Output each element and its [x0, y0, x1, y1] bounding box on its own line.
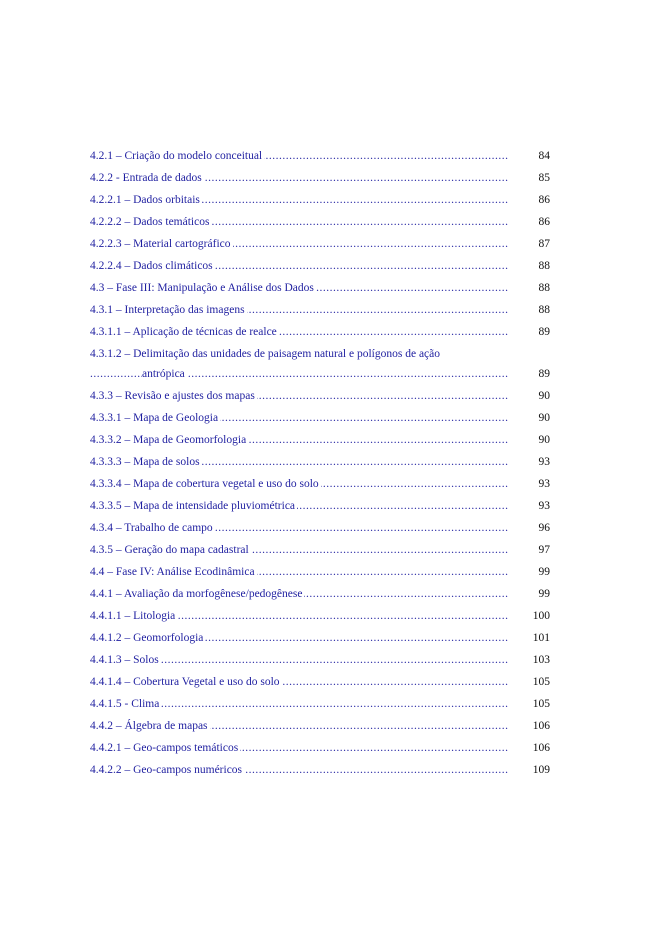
toc-entry-page: 109: [532, 764, 550, 776]
toc-entry-page: 90: [538, 434, 550, 446]
toc-entry-title: 4.2.2.2 – Dados temáticos: [90, 211, 211, 233]
toc-entry-4-3-1-2[interactable]: [90, 343, 560, 385]
toc-entry-page: 99: [538, 566, 550, 578]
table-of-contents: [90, 145, 560, 781]
toc-entry-4-4-1-2[interactable]: [90, 627, 560, 649]
toc-entry-4-4-2-1[interactable]: [90, 737, 560, 759]
toc-entry-title: 4.4.1.2 – Geomorfologia: [90, 627, 205, 649]
toc-entry-4-2-2-4[interactable]: [90, 255, 560, 277]
toc-entry-page: 106: [532, 720, 550, 732]
toc-entry-page: 93: [538, 478, 550, 490]
toc-entry-4-4-2[interactable]: [90, 715, 560, 737]
toc-entry-title: 4.3.3.3 – Mapa de solos: [90, 451, 202, 473]
toc-entry-title: 4.3.1 – Interpretação das imagens: [90, 299, 247, 321]
toc-entry-4-3-3-2[interactable]: [90, 429, 560, 451]
toc-entry-title: 4.3.3.2 – Mapa de Geomorfologia: [90, 429, 248, 451]
toc-entry-page: 86: [538, 216, 550, 228]
toc-entry-4-4-1-5[interactable]: [90, 693, 560, 715]
toc-entry-title: 4.3.3 – Revisão e ajustes dos mapas: [90, 385, 257, 407]
toc-entry-page: 96: [538, 522, 550, 534]
toc-entry-page: 88: [538, 260, 550, 272]
toc-entry-title: 4.4.2 – Álgebra de mapas: [90, 715, 210, 737]
toc-entry-title: 4.4.1.5 - Clima: [90, 693, 161, 715]
toc-entry-4-4-1[interactable]: [90, 583, 560, 605]
toc-entry-title: 4.2.2.3 – Material cartográfico: [90, 233, 233, 255]
toc-entry-page: 87: [538, 238, 550, 250]
toc-entry-title: 4.2.2.4 – Dados climáticos: [90, 255, 215, 277]
toc-entry-title: 4.2.2.1 – Dados orbitais: [90, 189, 202, 211]
toc-entry-4-2-2-1[interactable]: [90, 189, 560, 211]
toc-entry-page: 101: [532, 632, 550, 644]
toc-entry-4-3-5[interactable]: [90, 539, 560, 561]
toc-entry-page: 88: [538, 282, 550, 294]
toc-entry-4-2-2-3[interactable]: [90, 233, 560, 255]
toc-entry-title: 4.3.1.2 – Delimitação das unidades de paisagem natural e polígonos de ação: [90, 348, 441, 360]
toc-entry-4-4-2-2[interactable]: [90, 759, 560, 781]
toc-entry-title: 4.3.3.1 – Mapa de Geologia: [90, 407, 220, 429]
toc-entry-title: 4.4.2.2 – Geo-campos numéricos: [90, 759, 244, 781]
toc-entry-title: 4.4.2.1 – Geo-campos temáticos: [90, 737, 240, 759]
toc-entry-4-4[interactable]: [90, 561, 560, 583]
toc-entry-continuation: [90, 363, 560, 385]
toc-entry-page: 106: [532, 742, 550, 754]
toc-entry-page: 84: [538, 150, 550, 162]
toc-entry-4-3-3[interactable]: [90, 385, 560, 407]
toc-entry-page: 105: [532, 676, 550, 688]
toc-entry-4-2-2[interactable]: [90, 167, 560, 189]
toc-entry-4-3-1-1[interactable]: [90, 321, 560, 343]
toc-entry-4-4-1-3[interactable]: [90, 649, 560, 671]
toc-entry-title: 4.3.3.5 – Mapa de intensidade pluviométrica: [90, 495, 297, 517]
toc-entry-title: 4.2.1 – Criação do modelo conceitual: [90, 145, 264, 167]
toc-entry-page: 86: [538, 194, 550, 206]
toc-entry-4-4-1-4[interactable]: [90, 671, 560, 693]
toc-entry-page: 93: [538, 456, 550, 468]
toc-entry-title: 4.4.1.1 – Litologia: [90, 605, 177, 627]
toc-entry-page: 99: [538, 588, 550, 600]
toc-entry-page: 90: [538, 412, 550, 424]
toc-entry-page: 88: [538, 304, 550, 316]
toc-entry-4-4-1-1[interactable]: [90, 605, 560, 627]
toc-entry-title-continuation: antrópica: [142, 363, 187, 385]
toc-entry-4-3-3-1[interactable]: [90, 407, 560, 429]
toc-entry-4-2-1[interactable]: [90, 145, 560, 167]
toc-entry-title: 4.2.2 - Entrada de dados: [90, 167, 204, 189]
toc-entry-page: 97: [538, 544, 550, 556]
toc-entry-title: 4.4.1 – Avaliação da morfogênese/pedogênese: [90, 583, 304, 605]
toc-entry-title: 4.3 – Fase III: Manipulação e Análise dos Dados: [90, 277, 316, 299]
toc-entry-page: 89: [538, 368, 550, 380]
toc-entry-page: 100: [532, 610, 550, 622]
toc-entry-4-3-3-4[interactable]: [90, 473, 560, 495]
toc-entry-4-3[interactable]: [90, 277, 560, 299]
toc-entry-title: 4.3.1.1 – Aplicação de técnicas de realce: [90, 321, 279, 343]
toc-entry-4-3-1[interactable]: [90, 299, 560, 321]
toc-entry-page: 103: [532, 654, 550, 666]
toc-entry-title: 4.3.5 – Geração do mapa cadastral: [90, 539, 251, 561]
toc-entry-4-3-4[interactable]: [90, 517, 560, 539]
toc-entry-title: 4.3.3.4 – Mapa de cobertura vegetal e uso do solo: [90, 473, 321, 495]
toc-entry-title: 4.3.4 – Trabalho de campo: [90, 517, 215, 539]
toc-entry-page: 105: [532, 698, 550, 710]
toc-entry-title: 4.4 – Fase IV: Análise Ecodinâmica: [90, 561, 257, 583]
toc-entry-title: 4.4.1.4 – Cobertura Vegetal e uso do solo: [90, 671, 282, 693]
toc-entry-page: 93: [538, 500, 550, 512]
toc-entry-title: 4.4.1.3 – Solos: [90, 649, 161, 671]
toc-entry-page: 89: [538, 326, 550, 338]
toc-entry-4-3-3-3[interactable]: [90, 451, 560, 473]
toc-entry-4-3-3-5[interactable]: [90, 495, 560, 517]
toc-entry-page: 90: [538, 390, 550, 402]
toc-entry-page: 85: [538, 172, 550, 184]
toc-entry-4-2-2-2[interactable]: [90, 211, 560, 233]
